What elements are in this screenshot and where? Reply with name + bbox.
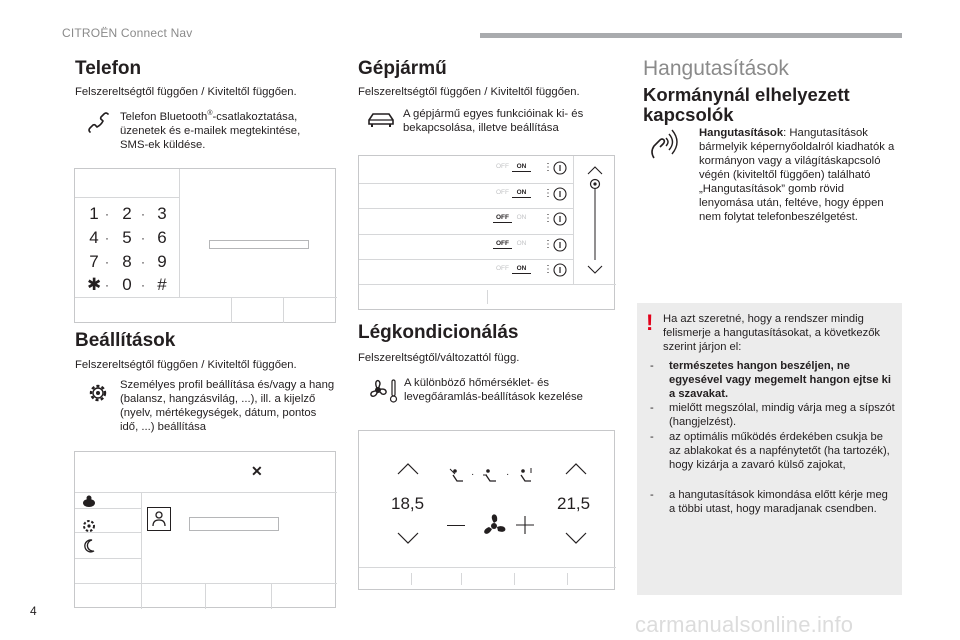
brand-header: CITROËN Connect Nav — [62, 26, 193, 40]
key-5[interactable]: 5 — [122, 228, 132, 247]
phone-icon — [86, 110, 112, 136]
climate-screen: 18,5 21,5 · · — [358, 430, 615, 590]
telefon-subtitle: Felszereltségtől függően / Kiviteltől függően. — [75, 86, 297, 98]
key-0[interactable]: 0 — [122, 275, 132, 294]
key-3[interactable]: 3 — [157, 204, 167, 223]
profile-name-field[interactable] — [189, 517, 279, 531]
warning-intro: Ha azt szeretné, hogy a rendszer mindig felismerje a hangutasításokat, a következők szerint járjon el: — [663, 313, 881, 353]
telefon-title: Telefon — [75, 58, 142, 79]
climate-icon — [366, 376, 400, 406]
temp-right: 21,5 — [557, 494, 591, 513]
info-icon[interactable] — [553, 187, 567, 206]
gepjarmu-title: Gépjármű — [358, 58, 447, 79]
key-1[interactable]: 1 — [89, 204, 99, 223]
beallitasok-title: Beállítások — [75, 330, 176, 351]
beallitasok-subtitle: Felszereltségtől függően / Kiviteltől függően. — [75, 359, 297, 371]
temp-left-up-icon[interactable] — [397, 462, 419, 480]
gear-icon — [85, 380, 111, 406]
temp-right-down-icon[interactable] — [565, 531, 587, 549]
info-icon[interactable] — [553, 212, 567, 231]
info-icon[interactable] — [553, 238, 567, 257]
legkondi-title: Légkondicionálás — [358, 322, 519, 343]
more-icon[interactable]: ⋮ — [543, 162, 553, 173]
info-icon[interactable] — [553, 161, 567, 180]
watermark: carmanualsonline.info — [635, 612, 854, 637]
close-icon[interactable]: ✕ — [251, 463, 263, 479]
page-number: 4 — [30, 604, 37, 618]
temp-right-up-icon[interactable] — [565, 462, 587, 480]
gepjarmu-subtitle: Felszereltségtől függően / Kiviteltől függően. — [358, 86, 580, 98]
phone-screen: 1 · 2 · 3 4 · 5 · 6 7 · 8 · 9 ✱ · 0 · # — [74, 168, 336, 323]
list-item: - természetes hangon beszéljen, ne egyesével vagy megemelt hangon ejtse ki a szavakat. — [650, 360, 891, 400]
toggle-row-1[interactable]: OFF ON — [493, 162, 531, 172]
key-hash[interactable]: # — [157, 275, 167, 294]
hang-title: Hangutasítások — [643, 57, 789, 80]
airflow-windshield-icon[interactable] — [517, 467, 537, 490]
beallitasok-description: Személyes profil beállítása és/vagy a hang (balansz, hangzásvilág, ...), ill. a kijelző (nyelv, mértékegységek, dátum, pontos idő, ...) beállítása — [120, 379, 335, 433]
temp-left: 18,5 — [391, 494, 425, 513]
more-icon[interactable]: ⋮ — [543, 188, 553, 199]
key-8[interactable]: 8 — [122, 252, 132, 271]
header-bar — [480, 33, 902, 38]
toggle-row-2[interactable]: OFF ON — [493, 188, 531, 198]
fan-decrease-icon[interactable] — [447, 525, 465, 526]
toggle-row-5[interactable]: OFF ON — [493, 264, 531, 274]
more-icon[interactable]: ⋮ — [543, 239, 553, 250]
scrollbar[interactable] — [585, 164, 605, 281]
legkondi-subtitle: Felszereltségtől/változattól függ. — [358, 352, 520, 364]
warning-icon: ! — [646, 310, 654, 335]
profile-button[interactable] — [147, 507, 171, 531]
list-item: - a hangutasítások kimondása előtt kérje meg a többi utast, hogy maradjanak csendben. — [650, 489, 888, 515]
voice-command-icon — [646, 128, 682, 162]
toggle-row-3[interactable]: OFF ON — [493, 213, 531, 223]
key-2[interactable]: 2 — [122, 204, 132, 223]
toggle-row-4[interactable]: OFF ON — [493, 239, 531, 249]
key-7[interactable]: 7 — [89, 252, 99, 271]
car-icon — [366, 110, 396, 130]
gepjarmu-description: A gépjármű egyes funkcióinak ki- és bekapcsolása, illetve beállítása — [403, 108, 584, 134]
airflow-feet-icon[interactable] — [482, 467, 502, 490]
night-mode-icon[interactable] — [82, 538, 96, 559]
fan-icon — [479, 511, 509, 546]
key-star[interactable]: ✱ — [87, 275, 102, 294]
info-icon[interactable] — [553, 263, 567, 282]
list-item: - mielőtt megszólal, mindig várja meg a sípszót (hangjelzést). — [650, 402, 895, 428]
airflow-face-icon[interactable] — [449, 467, 469, 490]
fan-increase-icon[interactable] — [515, 515, 535, 540]
list-item: - az optimális működés érdekében csukja be az ablakokat és a napfénytetőt (ha tartozék), hogy kizárja a zavaró külső zajokat, — [650, 431, 890, 471]
key-4[interactable]: 4 — [89, 228, 99, 247]
settings-screen — [74, 451, 336, 608]
sound-settings-icon[interactable] — [81, 518, 97, 539]
profile-icon[interactable] — [81, 494, 97, 513]
key-6[interactable]: 6 — [157, 228, 167, 247]
legkondi-description: A különböző hőmérséklet- és levegőáramlás-beállítások kezelése — [404, 377, 583, 403]
key-9[interactable]: 9 — [157, 252, 167, 271]
temp-left-down-icon[interactable] — [397, 531, 419, 549]
vehicle-screen — [358, 155, 615, 310]
hang-description: Hangutasítások: Hangutasítások bármelyik képernyőoldalról kiadhatók a kormányon vagy a világításkapcsoló végén (kiviteltől függően) található „Hangutasítások” gomb rövid lenyomása után, feltéve, hogy éppen nem folytat telefonbeszélgetést. — [699, 127, 895, 223]
phone-number-field[interactable] — [209, 240, 309, 249]
hang-subtitle: Kormánynál elhelyezett kapcsolók — [643, 84, 850, 125]
more-icon[interactable]: ⋮ — [543, 213, 553, 224]
more-icon[interactable]: ⋮ — [543, 264, 553, 275]
telefon-description: Telefon Bluetooth®-csatlakoztatása, üzenetek és e-mailek megtekintése, SMS-ek küldése. — [120, 110, 301, 151]
